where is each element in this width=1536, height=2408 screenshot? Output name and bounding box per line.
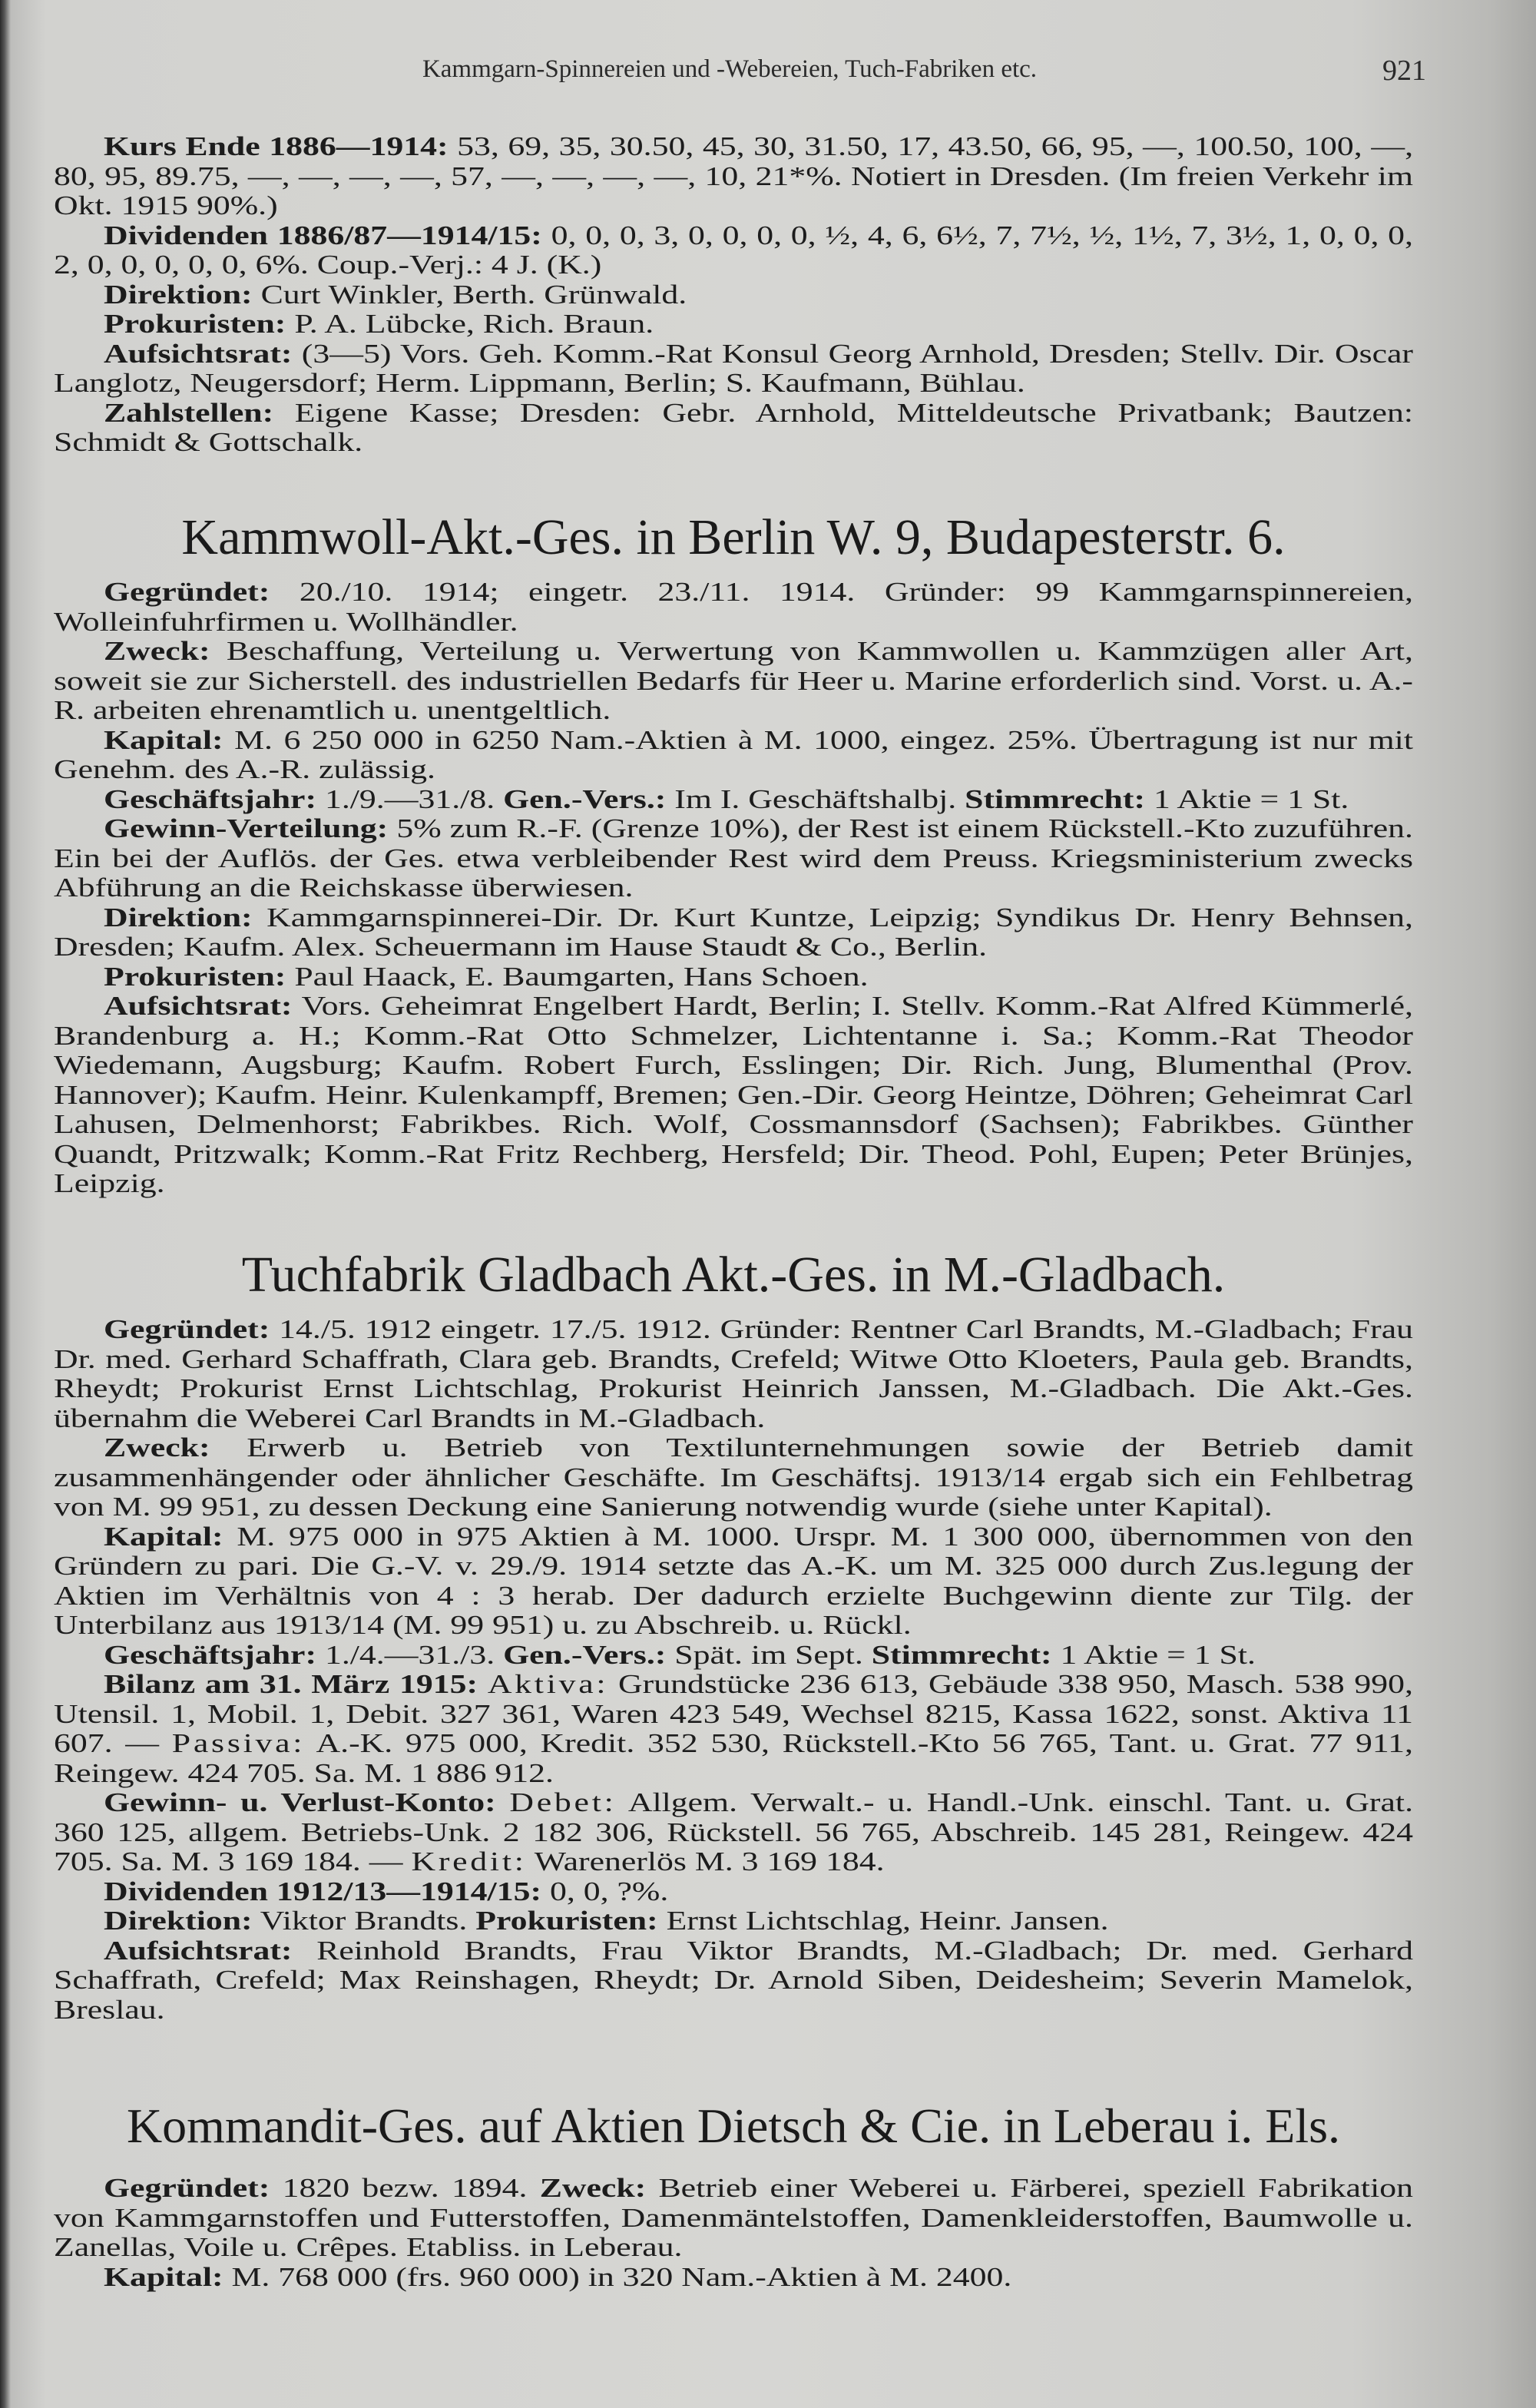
field-text: Grundstücke 236 613, Gebäude 338 950, Masch. 538 990, Utensil. 1, Mobil. 1, Debit. 327 361, Waren 423 549, Wechsel 8215, Kassa 1622, sonst. Aktiva 11 607. — <box>54 1669 1413 1758</box>
field-label: Geschäftsjahr: <box>104 783 317 814</box>
entry-paragraph <box>54 1522 1413 1641</box>
field-text: Reinhold Brandts, Frau Viktor Brandts, M.-Gladbach; Dr. med. Gerhard Schaffrath, Crefeld; Max Reinshagen, Rheydt; Dr. Arnold Siben, Deidesheim; Severin Mamelok, Breslau. <box>54 1935 1413 2025</box>
field-text: Viktor Brandts. <box>252 1906 476 1936</box>
entry-paragraph <box>54 1906 1413 1936</box>
entry-paragraph <box>54 1788 1413 1877</box>
field-text: Allgem. Verwalt.- u. Handl.-Unk. einschl. Tant. u. Grat. 360 125, allgem. Betriebs-Unk. 2 182 306, Rückstell. 56 765, Abschreib. 145 281, Reingew. 424 705. Sa. M. 3 169 184. — <box>54 1787 1414 1876</box>
field-label: Zweck: <box>104 636 210 666</box>
field-label: Dividenden 1912/13—1914/15: <box>104 1876 542 1906</box>
entry-paragraph <box>54 578 1413 637</box>
account-side-label: Passiva: <box>171 1728 306 1758</box>
field-label: Dividenden 1886/87—1914/15: <box>104 220 542 250</box>
entry-paragraph <box>54 132 1413 221</box>
field-text: 1 Aktie = 1 St. <box>1145 783 1349 814</box>
field-label: Gegründet: <box>104 577 270 607</box>
field-text: Erwerb u. Betrieb von Textilunternehmungen sowie der Betrieb damit zusammenhängender oder ähnlicher Geschäfte. Im Geschäftsj. 1913/14 ergab sich ein Fehlbetrag von M. 99 951, zu dessen Deckung eine Sanierung notwendig wurde (siehe unter Kapital). <box>54 1433 1413 1522</box>
entry-paragraph <box>54 1936 1413 2025</box>
entry-paragraph <box>54 2263 1413 2293</box>
company-heading-dietsch: Kommandit-Ges. auf Aktien Dietsch & Cie. in Leberau i. Els. <box>126 2098 1341 2153</box>
field-text: A.-K. 975 000, Kredit. 352 530, Rückstell.-Kto 56 765, Tant. u. Grat. 77 911, Reingew. 424 705. Sa. M. 1 886 912. <box>54 1728 1413 1788</box>
field-text <box>478 1669 488 1699</box>
field-text: M. 768 000 (frs. 960 000) in 320 Nam.-Aktien à M. 2400. <box>223 2261 1012 2292</box>
field-label: Gewinn- u. Verlust-Konto: <box>104 1787 496 1817</box>
field-label: Direktion: <box>104 1906 253 1936</box>
entry-paragraph <box>54 2174 1413 2263</box>
field-label: Gegründet: <box>104 1314 270 1344</box>
entry-paragraph <box>54 280 1413 310</box>
section-body-kammgarn-continuation <box>54 132 1413 458</box>
field-text: M. 6 250 000 in 6250 Nam.-Aktien à M. 1000, eingez. 25%. Übertragung ist nur mit Genehm. des A.-R. zulässig. <box>54 724 1413 784</box>
field-label: Zweck: <box>539 2173 647 2203</box>
field-label: Prokuristen: <box>475 1906 658 1936</box>
section-body-kammwoll <box>54 578 1413 1199</box>
field-text: 0, 0, ?%. <box>541 1876 669 1906</box>
section-body-tuchfabrik-gladbach <box>54 1315 1413 2025</box>
entry-paragraph <box>54 903 1413 962</box>
entry-paragraph <box>54 637 1413 726</box>
field-text <box>496 1787 510 1817</box>
field-text: (3—5) Vors. Geh. Komm.-Rat Konsul Georg Arnhold, Dresden; Stellv. Dir. Oscar Langlotz, Neugersdorf; Herm. Lippmann, Berlin; S. Kaufmann, Bühlau. <box>54 338 1413 398</box>
entry-paragraph <box>54 1433 1413 1522</box>
field-text: Curt Winkler, Berth. Grünwald. <box>252 279 687 310</box>
field-text: 1 Aktie = 1 St. <box>1051 1639 1256 1670</box>
field-text: Paul Haack, E. Baumgarten, Hans Schoen. <box>286 961 869 992</box>
field-text: 14./5. 1912 eingetr. 17./5. 1912. Gründer: Rentner Carl Brandts, M.-Gladbach; Frau Dr. med. Gerhard Schaffrath, Clara geb. Brandts, Crefeld; Witwe Otto Kloeters, Paula geb. Brandts, Rheydt; Prokurist Ernst Lichtschlag, Prokurist Heinrich Janssen, M.-Gladbach. Die Akt.-Ges. übernahm die Weberei Carl Brandts in M.-Gladbach. <box>54 1314 1413 1433</box>
field-label: Aufsichtsrat: <box>104 1935 293 1966</box>
entry-paragraph <box>54 814 1413 903</box>
field-text: Ernst Lichtschlag, Heinr. Jansen. <box>657 1906 1109 1936</box>
field-label: Direktion: <box>104 902 253 932</box>
entry-paragraph <box>54 1315 1413 1433</box>
company-heading-tuchfabrik-gladbach: Tuchfabrik Gladbach Akt.-Ges. in M.-Gladbach. <box>241 1247 1226 1303</box>
field-label: Kapital: <box>104 2261 223 2292</box>
field-text: 53, 69, 35, 30.50, 45, 30, 31.50, 17, 43.50, 66, 95, —, 100.50, 100, —, 80, 95, 89.75, —, —, —, —, 57, —, —, —, —, 10, 21*%. Notiert in Dresden. (Im freien Verkehr im Okt. 1915 90%.) <box>54 131 1414 220</box>
account-side-label: Kredit: <box>411 1847 527 1876</box>
entry-paragraph <box>54 785 1413 815</box>
field-label: Stimmrecht: <box>871 1639 1052 1670</box>
field-label: Direktion: <box>104 279 253 310</box>
entry-paragraph <box>54 340 1413 399</box>
field-label: Geschäftsjahr: <box>104 1639 317 1670</box>
entry-paragraph <box>54 310 1413 340</box>
field-label: Prokuristen: <box>104 309 286 339</box>
section-body-dietsch <box>54 2174 1413 2292</box>
field-text: P. A. Lübcke, Rich. Braun. <box>286 309 654 339</box>
entry-paragraph <box>54 221 1413 280</box>
field-label: Gen.-Vers.: <box>503 1639 667 1670</box>
field-label: Zahlstellen: <box>104 397 274 428</box>
field-text: 0, 0, 0, 3, 0, 0, 0, 0, ½, 4, 6, 6½, 7, 7½, ½, 1½, 7, 3½, 1, 0, 0, 0, 2, 0, 0, 0, 0, 0, 6%. Coup.-Verj.: 4 J. (K.) <box>54 220 1413 280</box>
field-text: 1./9.—31./8. <box>316 783 504 814</box>
field-label: Stimmrecht: <box>965 783 1146 814</box>
entry-paragraph <box>54 1670 1413 1788</box>
field-label: Aufsichtsrat: <box>104 338 293 369</box>
field-text: 1820 bezw. 1894. <box>270 2173 540 2203</box>
field-label: Aufsichtsrat: <box>104 991 293 1021</box>
field-label: Gen.-Vers.: <box>503 783 667 814</box>
entry-paragraph <box>54 726 1413 785</box>
field-text: 1./4.—31./3. <box>316 1639 504 1670</box>
field-label: Bilanz am 31. März 1915: <box>104 1669 478 1699</box>
entry-paragraph <box>54 1877 1413 1907</box>
entry-paragraph <box>54 992 1413 1199</box>
field-label: Gegründet: <box>104 2173 270 2203</box>
field-label: Zweck: <box>104 1433 210 1462</box>
entry-paragraph <box>54 399 1413 458</box>
field-text: Im I. Geschäftshalbj. <box>666 783 965 814</box>
account-side-label: Debet: <box>509 1787 617 1817</box>
field-label: Kurs Ende 1886—1914: <box>104 131 449 161</box>
field-text: Eigene Kasse; Dresden: Gebr. Arnhold, Mitteldeutsche Privatbank; Bautzen: Schmidt & Gottschalk. <box>54 397 1413 457</box>
field-label: Kapital: <box>104 1521 223 1552</box>
field-text: Warenerlös M. 3 169 184. <box>526 1847 885 1876</box>
running-header: Kammgarn-Spinnereien und -Webereien, Tuch-Fabriken etc. <box>422 55 1038 83</box>
field-text: 20./10. 1914; eingetr. 23./11. 1914. Gründer: 99 Kammgarnspinnereien, Wolleinfuhrfirmen u. Wollhändler. <box>54 577 1413 637</box>
account-side-label: Aktiva: <box>487 1669 609 1699</box>
field-label: Gewinn-Verteilung: <box>104 813 389 843</box>
field-text: Spät. im Sept. <box>666 1639 872 1670</box>
page-number: 921 <box>1382 55 1426 87</box>
field-text: Betrieb einer Weberei u. Färberei, speziell Fabrikation von Kammgarnstoffen und Futterstoffen, Damenmäntelstoffen, Damenkleiderstoffen, Baumwolle u. Zanellas, Voile u. Crêpes. Etabliss. in Leberau. <box>54 2173 1413 2262</box>
field-label: Kapital: <box>104 724 223 755</box>
entry-paragraph <box>54 1641 1413 1671</box>
field-label: Prokuristen: <box>104 961 286 992</box>
company-heading-kammwoll: Kammwoll-Akt.-Ges. in Berlin W. 9, Budapesterstr. 6. <box>181 509 1286 565</box>
entry-paragraph <box>54 962 1413 992</box>
field-text: Beschaffung, Verteilung u. Verwertung von Kammwollen u. Kammzügen aller Art, soweit sie zur Sicherstell. des industriellen Bedarfs für Heer u. Marine erforderlich sind. Vorst. u. A.-R. arbeiten ehrenamtlich u. unentgeltlich. <box>54 636 1413 725</box>
field-text: M. 975 000 in 975 Aktien à M. 1000. Urspr. M. 1 300 000, übernommen von den Gründern zu pari. Die G.-V. v. 29./9. 1914 setzte das A.-K. um M. 325 000 durch Zus.legung der Aktien im Verhältnis von 4 : 3 herab. Der dadurch erzielte Buchgewinn diente zur Tilg. der Unterbilanz aus 1913/14 (M. 99 951) u. zu Abschreib. u. Rückl. <box>54 1521 1413 1640</box>
field-text: Vors. Geheimrat Engelbert Hardt, Berlin; I. Stellv. Komm.-Rat Alfred Kümmerlé, Brandenburg a. H.; Komm.-Rat Otto Schmelzer, Lichtentanne i. Sa.; Komm.-Rat Theodor Wiedemann, Augsburg; Kaufm. Robert Furch, Esslingen; Dir. Rich. Jung, Blumenthal (Prov. Hannover); Kaufm. Heinr. Kulenkampff, Bremen; Gen.-Dir. Georg Heintze, Döhren; Geheimrat Carl Lahusen, Delmenhorst; Fabrikbes. Rich. Wolf, Cossmannsdorf (Sachsen); Fabrikbes. Günther Quandt, Pritzwalk; Komm.-Rat Fritz Rechberg, Hersfeld; Dir. Theod. Pohl, Eupen; Peter Brünjes, Leipzig. <box>54 991 1413 1198</box>
field-text: 5% zum R.-F. (Grenze 10%), der Rest ist einem Rückstell.-Kto zuzuführen. Ein bei der Auflös. der Ges. etwa verbleibender Rest wird dem Preuss. Kriegsministerium zwecks Abführung an die Reichskasse überwiesen. <box>54 813 1413 903</box>
field-text: Kammgarnspinnerei-Dir. Dr. Kurt Kuntze, Leipzig; Syndikus Dr. Henry Behnsen, Dresden; Kaufm. Alex. Scheuermann im Hause Staudt & Co., Berlin. <box>54 902 1413 962</box>
